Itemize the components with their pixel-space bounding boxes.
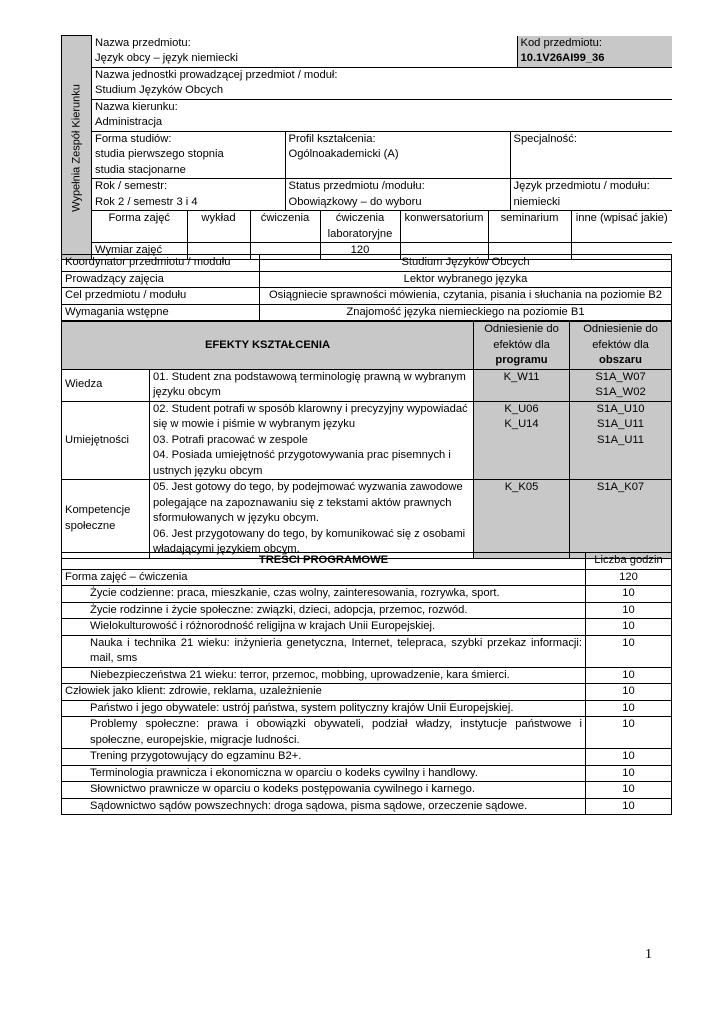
outcomes-col-area-1: Odniesienie do bbox=[583, 323, 658, 335]
program-row-text: Wielokulturowość i różnorodność religijna w krajach Unii Europejskiej. bbox=[62, 619, 586, 636]
form-col-inne: inne (wpisać jakie) bbox=[571, 211, 672, 243]
goal-value: Osiągniecie sprawności mówienia, czytania, pisania i słuchania na poziomie B2 bbox=[260, 288, 672, 305]
program-row bbox=[62, 635, 672, 667]
program-row-text: Forma zajęć – ćwiczenia bbox=[62, 569, 586, 586]
program-row bbox=[62, 700, 672, 717]
course-header-table bbox=[61, 35, 672, 260]
competence-text bbox=[150, 480, 474, 559]
knowledge-text: 01. Student zna podstawową terminologię prawną w wybranym języku obcym bbox=[150, 369, 474, 401]
outcomes-col-program-2: efektów dla bbox=[493, 338, 550, 351]
unit-value: Studium Języków Obcych bbox=[95, 84, 224, 96]
competence-area: S1A_K07 bbox=[570, 480, 672, 559]
course-code-label: Kod przedmiotu: bbox=[520, 36, 602, 49]
program-row-text: Słownictwo prawnicze w oparciu o kodeks postępowania cywilnego i karnego. bbox=[62, 782, 586, 799]
study-form-value2: studia stacjonarne bbox=[95, 163, 186, 176]
program-row-text: Terminologia prawnicza i ekonomiczna w oparciu o kodeks cywilny i handlowy. bbox=[62, 765, 586, 782]
status-cell bbox=[285, 179, 510, 211]
skills-text-1: 02. Student potrafi w sposób klarowny i precyzyjny wypowiadać się w mowie i piśmie w wybranym języku bbox=[153, 402, 468, 430]
outcomes-col-program-3: programu bbox=[495, 354, 548, 366]
program-row bbox=[62, 586, 672, 603]
form-col-konwersatorium: konwersatorium bbox=[400, 211, 488, 243]
goal-label: Cel przedmiotu / modułu bbox=[62, 288, 260, 305]
study-form-value1: studia pierwszego stopnia bbox=[95, 148, 224, 160]
program-row-hours: 10 bbox=[586, 684, 672, 701]
coordinator-label: Koordynator przedmiotu / modułu bbox=[62, 255, 260, 272]
competence-program: K_K05 bbox=[474, 480, 570, 559]
program-row bbox=[62, 782, 672, 799]
skills-text-3: 04. Posiada umiejętność przygotowywania prac pisemnych i ustnych języku obcym bbox=[153, 449, 451, 477]
program-row-text: Człowiek jako klient: zdrowie, reklama, uzależnienie bbox=[62, 684, 586, 701]
knowledge-area: S1A_W07 S1A_W02 bbox=[570, 369, 672, 401]
skills-program: K_U06 K_U14 bbox=[474, 401, 570, 480]
coordinator-value: Studium Języków Obcych bbox=[260, 255, 672, 272]
program-row-text: Życie rodzinne i życie społeczne: związki, dzieci, adopcja, przemoc, rozwód. bbox=[62, 602, 586, 619]
skills-text bbox=[150, 401, 474, 480]
form-col-seminarium: seminarium bbox=[488, 211, 571, 243]
study-form-label: Forma studiów: bbox=[95, 132, 172, 145]
course-code-cell bbox=[517, 36, 672, 68]
program-row-hours: 10 bbox=[586, 717, 672, 749]
outcomes-table bbox=[61, 321, 672, 559]
competence-text-2: 06. Jest przygotowany do tego, by komunikować się z osobami władającymi językiem obcym. bbox=[153, 527, 466, 555]
course-name-label: Nazwa przedmiotu: bbox=[95, 36, 191, 49]
requirements-value: Znajomość języka niemieckiego na poziomie B1 bbox=[260, 304, 672, 321]
hours-lab: 120 bbox=[320, 243, 400, 260]
field-cell bbox=[92, 99, 672, 131]
competence-text-1: 05. Jest gotowy do tego, by podejmować wyzwania zawodowe polegające na zapoznawaniu się z tekstami aktów prawnych sformułowanych w języku obcym. bbox=[153, 481, 463, 524]
field-label: Nazwa kierunku: bbox=[95, 100, 178, 113]
program-row bbox=[62, 749, 672, 766]
program-row-hours: 10 bbox=[586, 765, 672, 782]
year-value: Rok 2 / semestr 3 i 4 bbox=[95, 195, 198, 208]
profile-label: Profil kształcenia: bbox=[288, 132, 376, 145]
competence-label: Kompetencje społeczne bbox=[62, 480, 150, 559]
program-row bbox=[62, 569, 672, 586]
hours-row-label: Wymiar zajęć bbox=[92, 243, 187, 260]
program-row-hours: 10 bbox=[586, 700, 672, 717]
unit-label: Nazwa jednostki prowadzącej przedmiot / moduł: bbox=[95, 68, 338, 81]
program-row-text: Problemy społeczne: prawa i obowiązki obywateli, podział władzy, instytucje państwowe i społeczne, europejskie, migracje ludności. bbox=[62, 717, 586, 749]
status-value: Obowiązkowy – do wyboru bbox=[288, 195, 422, 208]
header-inner bbox=[92, 36, 673, 260]
language-cell bbox=[510, 179, 672, 211]
program-row-text: Niebezpieczeństwa 21 wieku: terror, przemoc, mobbing, uprowadzenie, kara śmierci. bbox=[62, 667, 586, 684]
skills-text-2: 03. Potrafi pracować w zespole bbox=[153, 433, 308, 446]
program-row-text: Życie codzienne: praca, mieszkanie, czas wolny, zainteresowania, rozrywka, sport. bbox=[62, 586, 586, 603]
year-label: Rok / semestr: bbox=[95, 180, 168, 192]
hours-column-header: Liczba godzin bbox=[586, 553, 672, 570]
outcomes-col-program-1: Odniesienie do bbox=[484, 323, 559, 335]
specialty-label: Specjalność: bbox=[513, 132, 577, 145]
forms-header: Forma zajęć bbox=[92, 211, 187, 243]
program-row-hours: 10 bbox=[586, 619, 672, 636]
program-row bbox=[62, 798, 672, 815]
outcomes-col-area-2: efektów dla bbox=[592, 338, 649, 351]
outcomes-col-program bbox=[474, 322, 570, 370]
language-label: Język przedmiotu / modułu: bbox=[513, 180, 650, 192]
program-row-text: Państwo i jego obywatele: ustrój państwa, system polityczny krajów Unii Europejskiej. bbox=[62, 700, 586, 717]
course-name-cell bbox=[92, 36, 517, 68]
skills-area: S1A_U10 S1A_U11 S1A_U11 bbox=[570, 401, 672, 480]
side-label: Wypełnia Zespół Kierunku bbox=[69, 83, 82, 212]
program-row-hours: 10 bbox=[586, 667, 672, 684]
program-row bbox=[62, 619, 672, 636]
program-row-hours: 120 bbox=[586, 569, 672, 586]
unit-cell bbox=[92, 67, 672, 99]
program-row-text: Nauka i technika 21 wieku: inżynieria genetyczna, Internet, telepraca, szybki przekaz informacji: mail, sms bbox=[62, 635, 586, 667]
program-row-hours: 10 bbox=[586, 798, 672, 815]
language-value: niemiecki bbox=[513, 195, 561, 208]
program-row bbox=[62, 667, 672, 684]
profile-cell bbox=[285, 132, 510, 179]
course-name-value: Język obcy – język niemiecki bbox=[95, 52, 239, 64]
program-content-title: TREŚCI PROGRAMOWE bbox=[62, 553, 586, 570]
lecturer-label: Prowadzący zajęcia bbox=[62, 271, 260, 288]
program-row-hours: 10 bbox=[586, 782, 672, 799]
program-row bbox=[62, 684, 672, 701]
lecturer-value: Lektor wybranego języka bbox=[260, 271, 672, 288]
page-number: 1 bbox=[645, 947, 652, 962]
program-row-hours: 10 bbox=[586, 586, 672, 603]
form-col-cwiczenia: ćwiczenia bbox=[250, 211, 320, 243]
program-row bbox=[62, 602, 672, 619]
outcomes-col-area bbox=[570, 322, 672, 370]
program-row-text: Trening przygotowujący do egzaminu B2+. bbox=[62, 749, 586, 766]
program-row bbox=[62, 765, 672, 782]
year-cell bbox=[92, 179, 285, 211]
outcomes-col-area-3: obszaru bbox=[599, 354, 642, 366]
requirements-label: Wymagania wstępne bbox=[62, 304, 260, 321]
knowledge-label: Wiedza bbox=[62, 369, 150, 401]
knowledge-program: K_W11 bbox=[474, 369, 570, 401]
field-value: Administracja bbox=[95, 116, 163, 128]
outcomes-title: EFEKTY KSZTAŁCENIA bbox=[62, 322, 474, 370]
skills-label: Umiejętności bbox=[62, 401, 150, 480]
form-col-wyklad: wykład bbox=[187, 211, 250, 243]
side-label-cell bbox=[62, 36, 92, 260]
profile-value: Ogólnoakademicki (A) bbox=[288, 148, 399, 160]
program-content-table bbox=[61, 552, 672, 815]
coordinator-table bbox=[61, 254, 672, 321]
program-row-hours: 10 bbox=[586, 749, 672, 766]
form-col-lab: ćwiczenia laboratoryjne bbox=[320, 211, 400, 243]
study-form-cell bbox=[92, 132, 285, 179]
program-row-text: Sądownictwo sądów powszechnych: droga sądowa, pisma sądowe, orzeczenie sądowe. bbox=[62, 798, 586, 815]
program-row-hours: 10 bbox=[586, 635, 672, 667]
program-row-hours: 10 bbox=[586, 602, 672, 619]
specialty-cell bbox=[510, 132, 672, 179]
course-code-value: 10.1V26AI99_36 bbox=[520, 52, 605, 64]
status-label: Status przedmiotu /modułu: bbox=[288, 180, 425, 192]
program-row bbox=[62, 717, 672, 749]
